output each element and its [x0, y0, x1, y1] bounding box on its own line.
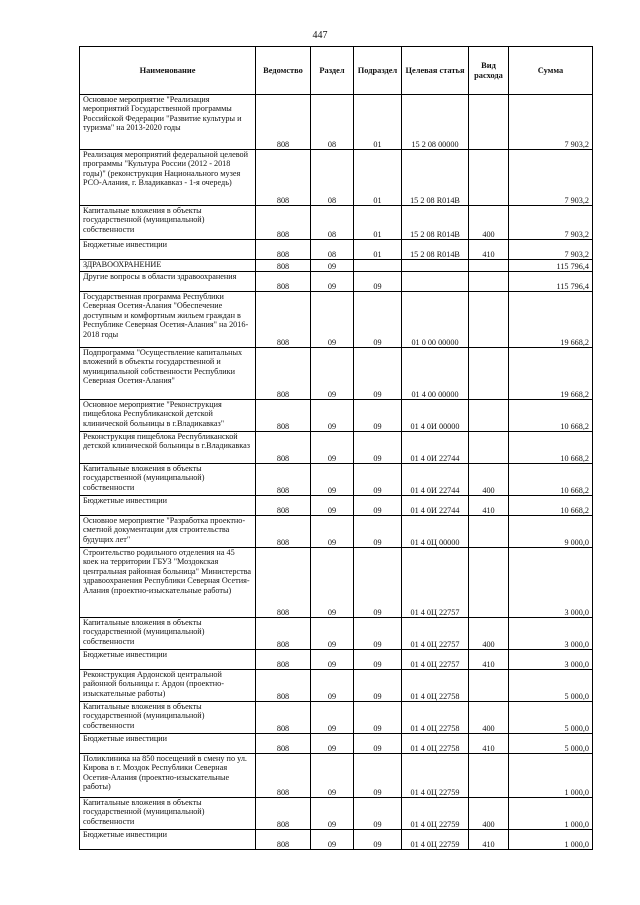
cell-statya [402, 272, 469, 292]
cell-vedomstvo: 808 [256, 618, 311, 650]
cell-summa: 5 000,0 [509, 702, 593, 734]
cell-podrazdel: 09 [354, 702, 402, 734]
cell-vedomstvo: 808 [256, 432, 311, 464]
cell-summa: 7 903,2 [509, 150, 593, 206]
cell-vedomstvo: 808 [256, 702, 311, 734]
cell-statya: 01 4 0И 22744 [402, 432, 469, 464]
cell-summa: 9 000,0 [509, 516, 593, 548]
cell-podrazdel: 09 [354, 734, 402, 754]
cell-name: Капитальные вложения в объекты государственной (муниципальной) собственности [80, 206, 256, 240]
cell-vid [469, 670, 509, 702]
cell-name: ЗДРАВООХРАНЕНИЕ [80, 260, 256, 272]
cell-statya: 01 4 0Ц 22759 [402, 798, 469, 830]
table-row [80, 348, 593, 400]
cell-razdel: 09 [311, 754, 354, 798]
cell-statya: 01 0 00 00000 [402, 292, 469, 348]
cell-summa: 19 668,2 [509, 292, 593, 348]
cell-vid: 400 [469, 702, 509, 734]
cell-name: Бюджетные инвестиции [80, 650, 256, 670]
cell-razdel: 08 [311, 206, 354, 240]
cell-vedomstvo: 808 [256, 400, 311, 432]
table-row [80, 95, 593, 150]
cell-razdel: 08 [311, 150, 354, 206]
cell-statya: 01 4 0Ц 22758 [402, 702, 469, 734]
cell-vedomstvo: 808 [256, 798, 311, 830]
cell-statya: 01 4 0Ц 22759 [402, 830, 469, 850]
cell-podrazdel: 09 [354, 464, 402, 496]
cell-vedomstvo: 808 [256, 292, 311, 348]
cell-summa: 115 796,4 [509, 260, 593, 272]
cell-summa: 115 796,4 [509, 272, 593, 292]
table-row [80, 206, 593, 240]
cell-name: Поликлиника на 850 посещений в смену по ул. Кирова в г. Моздок Республики Северная Осетия-Алания (проектно-изыскательные работы) [80, 754, 256, 798]
cell-statya: 01 4 0И 22744 [402, 464, 469, 496]
table-row [80, 272, 593, 292]
cell-summa: 5 000,0 [509, 670, 593, 702]
cell-podrazdel: 09 [354, 798, 402, 830]
cell-statya: 01 4 0Ц 22757 [402, 618, 469, 650]
cell-vid [469, 548, 509, 618]
cell-podrazdel: 01 [354, 150, 402, 206]
cell-statya [402, 260, 469, 272]
cell-name: Бюджетные инвестиции [80, 240, 256, 260]
table-row [80, 496, 593, 516]
cell-vedomstvo: 808 [256, 516, 311, 548]
cell-vid: 410 [469, 650, 509, 670]
column-header-name: Наименование [80, 47, 256, 95]
cell-razdel: 09 [311, 670, 354, 702]
cell-vedomstvo: 808 [256, 272, 311, 292]
cell-podrazdel: 09 [354, 830, 402, 850]
cell-razdel: 09 [311, 702, 354, 734]
cell-vid [469, 150, 509, 206]
cell-name: Основное мероприятие "Реализация мероприятий Государственной программы Российской Федерации "Развитие культуры и туризма" на 2013-2020 годы [80, 95, 256, 150]
cell-podrazdel: 09 [354, 548, 402, 618]
cell-podrazdel: 01 [354, 206, 402, 240]
cell-statya: 01 4 0Ц 22758 [402, 670, 469, 702]
column-header-summa: Сумма [509, 47, 593, 95]
cell-summa: 1 000,0 [509, 754, 593, 798]
cell-name: Капитальные вложения в объекты государственной (муниципальной) собственности [80, 798, 256, 830]
cell-summa: 1 000,0 [509, 798, 593, 830]
cell-name: Строительство родильного отделения на 45 коек на территории ГБУЗ "Моздокская центральная районная больница" Министерства здравоохранения Республики Северная Осетия-Алания (проектно-изыскательные работы) [80, 548, 256, 618]
cell-podrazdel: 09 [354, 754, 402, 798]
cell-vid: 410 [469, 240, 509, 260]
cell-podrazdel: 09 [354, 432, 402, 464]
cell-vedomstvo: 808 [256, 206, 311, 240]
cell-statya: 15 2 08 R014B [402, 240, 469, 260]
table-row [80, 670, 593, 702]
cell-name: Государственная программа Республики Северная Осетия-Алания "Обеспечение доступным и комфортным жильем граждан в Республике Северная Осетия-Алания" на 2016-2018 годы [80, 292, 256, 348]
cell-summa: 7 903,2 [509, 240, 593, 260]
cell-summa: 10 668,2 [509, 464, 593, 496]
cell-razdel: 09 [311, 432, 354, 464]
cell-statya: 01 4 0Ц 22757 [402, 650, 469, 670]
page-number: 447 [312, 30, 328, 41]
column-header-statya: Целевая статья [402, 47, 469, 95]
cell-summa: 7 903,2 [509, 206, 593, 240]
cell-summa: 1 000,0 [509, 830, 593, 850]
cell-razdel: 09 [311, 830, 354, 850]
cell-razdel: 09 [311, 798, 354, 830]
cell-name: Реконструкция пищеблока Республиканской детской клинической больницы в г.Владикавказ [80, 432, 256, 464]
table-row [80, 516, 593, 548]
cell-name: Подпрограмма "Осуществление капитальных вложений в объекты государственной и муниципальной собственности Республики Северная Осетия-Алания" [80, 348, 256, 400]
table-row [80, 734, 593, 754]
table-row [80, 650, 593, 670]
cell-summa: 10 668,2 [509, 496, 593, 516]
cell-summa: 5 000,0 [509, 734, 593, 754]
table-row [80, 432, 593, 464]
cell-statya: 15 2 08 00000 [402, 95, 469, 150]
cell-name: Капитальные вложения в объекты государственной (муниципальной) собственности [80, 618, 256, 650]
cell-statya: 01 4 0И 00000 [402, 400, 469, 432]
cell-podrazdel: 09 [354, 650, 402, 670]
cell-vid [469, 95, 509, 150]
cell-statya: 15 2 08 R014B [402, 150, 469, 206]
cell-vedomstvo: 808 [256, 95, 311, 150]
cell-summa: 7 903,2 [509, 95, 593, 150]
cell-vedomstvo: 808 [256, 150, 311, 206]
cell-vedomstvo: 808 [256, 830, 311, 850]
cell-vedomstvo: 808 [256, 260, 311, 272]
cell-vid [469, 432, 509, 464]
table-row [80, 798, 593, 830]
cell-vedomstvo: 808 [256, 548, 311, 618]
table-row [80, 548, 593, 618]
cell-vedomstvo: 808 [256, 464, 311, 496]
table-header-row [80, 47, 593, 95]
cell-podrazdel: 09 [354, 496, 402, 516]
cell-name: Основное мероприятие "Разработка проектно-сметной документации для строительства будущих лет" [80, 516, 256, 548]
cell-vid: 410 [469, 734, 509, 754]
table-row [80, 464, 593, 496]
table-row [80, 400, 593, 432]
cell-razdel: 09 [311, 618, 354, 650]
cell-razdel: 09 [311, 650, 354, 670]
cell-vedomstvo: 808 [256, 734, 311, 754]
table-body [80, 95, 593, 850]
cell-summa: 19 668,2 [509, 348, 593, 400]
cell-name: Реализация мероприятий федеральной целевой программы "Культура России (2012 - 2018 годы)" (реконструкция Национального музея РСО-Алания, г. Владикавказ - 1-я очередь) [80, 150, 256, 206]
cell-vedomstvo: 808 [256, 240, 311, 260]
cell-razdel: 09 [311, 348, 354, 400]
cell-vid [469, 260, 509, 272]
cell-vid: 410 [469, 496, 509, 516]
table-row [80, 292, 593, 348]
cell-vid: 400 [469, 464, 509, 496]
cell-vid [469, 292, 509, 348]
cell-name: Бюджетные инвестиции [80, 734, 256, 754]
cell-name: Капитальные вложения в объекты государственной (муниципальной) собственности [80, 464, 256, 496]
cell-name: Основное мероприятие "Реконструкция пищеблока Республиканской детской клинической больницы в г.Владикавказ" [80, 400, 256, 432]
budget-table [79, 46, 593, 850]
cell-name: Другие вопросы в области здравоохранения [80, 272, 256, 292]
cell-vid [469, 272, 509, 292]
table-row [80, 754, 593, 798]
cell-podrazdel: 01 [354, 95, 402, 150]
table-row [80, 240, 593, 260]
cell-vedomstvo: 808 [256, 650, 311, 670]
cell-statya: 15 2 08 R014B [402, 206, 469, 240]
column-header-vid: Вид расхода [469, 47, 509, 95]
cell-vid: 400 [469, 618, 509, 650]
cell-podrazdel: 09 [354, 272, 402, 292]
table-row [80, 150, 593, 206]
column-header-vedomstvo: Ведомство [256, 47, 311, 95]
cell-name: Реконструкция Ардонской центральной районной больницы г. Ардон (проектно-изыскательные работы) [80, 670, 256, 702]
table-row [80, 260, 593, 272]
cell-razdel: 09 [311, 400, 354, 432]
cell-summa: 10 668,2 [509, 400, 593, 432]
cell-podrazdel: 09 [354, 348, 402, 400]
cell-podrazdel: 09 [354, 670, 402, 702]
cell-statya: 01 4 0И 22744 [402, 496, 469, 516]
cell-summa: 3 000,0 [509, 650, 593, 670]
table-row [80, 618, 593, 650]
cell-summa: 10 668,2 [509, 432, 593, 464]
cell-vid: 410 [469, 830, 509, 850]
cell-vedomstvo: 808 [256, 670, 311, 702]
cell-summa: 3 000,0 [509, 548, 593, 618]
cell-vid: 400 [469, 206, 509, 240]
cell-razdel: 09 [311, 272, 354, 292]
cell-podrazdel: 01 [354, 240, 402, 260]
cell-razdel: 09 [311, 464, 354, 496]
cell-podrazdel: 09 [354, 618, 402, 650]
column-header-razdel: Раздел [311, 47, 354, 95]
cell-podrazdel: 09 [354, 292, 402, 348]
column-header-podrazdel: Подраздел [354, 47, 402, 95]
cell-vid [469, 400, 509, 432]
cell-statya: 01 4 0Ц 22757 [402, 548, 469, 618]
cell-statya: 01 4 00 00000 [402, 348, 469, 400]
cell-name: Бюджетные инвестиции [80, 496, 256, 516]
cell-vid: 400 [469, 798, 509, 830]
table-row [80, 830, 593, 850]
cell-vedomstvo: 808 [256, 348, 311, 400]
cell-statya: 01 4 0Ц 00000 [402, 516, 469, 548]
cell-name: Капитальные вложения в объекты государственной (муниципальной) собственности [80, 702, 256, 734]
cell-razdel: 08 [311, 95, 354, 150]
cell-razdel: 08 [311, 240, 354, 260]
cell-vedomstvo: 808 [256, 754, 311, 798]
cell-razdel: 09 [311, 496, 354, 516]
cell-statya: 01 4 0Ц 22759 [402, 754, 469, 798]
cell-razdel: 09 [311, 292, 354, 348]
cell-vid [469, 754, 509, 798]
cell-razdel: 09 [311, 548, 354, 618]
cell-podrazdel: 09 [354, 400, 402, 432]
cell-vedomstvo: 808 [256, 496, 311, 516]
cell-razdel: 09 [311, 734, 354, 754]
cell-podrazdel: 09 [354, 516, 402, 548]
cell-razdel: 09 [311, 260, 354, 272]
cell-name: Бюджетные инвестиции [80, 830, 256, 850]
cell-vid [469, 348, 509, 400]
cell-vid [469, 516, 509, 548]
table-row [80, 702, 593, 734]
cell-podrazdel [354, 260, 402, 272]
cell-statya: 01 4 0Ц 22758 [402, 734, 469, 754]
cell-summa: 3 000,0 [509, 618, 593, 650]
cell-razdel: 09 [311, 516, 354, 548]
